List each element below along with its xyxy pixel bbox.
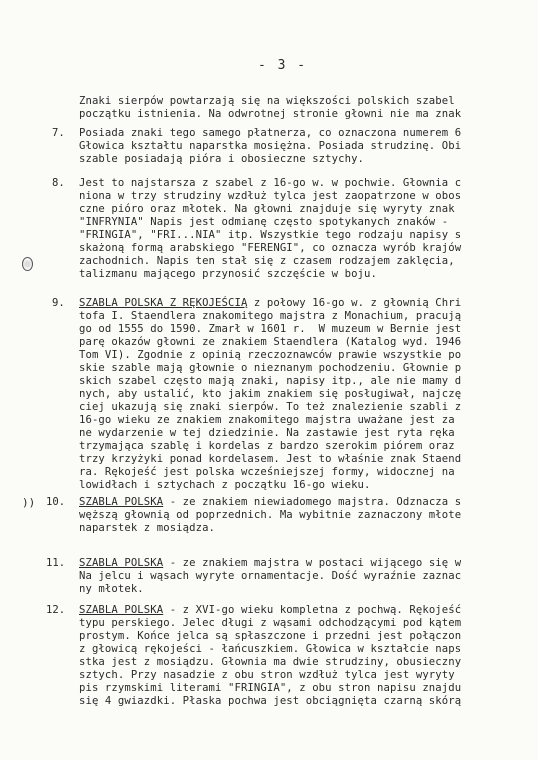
intro-line: Znaki sierpów powtarzają się na większości polskich szabel xyxy=(79,95,455,107)
item-number: 9. xyxy=(52,297,65,309)
item-heading: SZABLA POLSKA Z RĘKOJEŚCIĄ xyxy=(79,297,248,309)
item-line: z głowicą rękojeści - łańcuszkiem. Głowica w kształcie naps xyxy=(79,643,462,655)
item-line: 16-go wieku ze znakiem znakomitego majstra uważane jest za xyxy=(79,414,455,426)
page-number: - 3 - xyxy=(258,58,308,73)
item-line: prostym. Końce jelca są spłaszczone i przedni jest połączon xyxy=(79,630,462,642)
item-line: czne pióro oraz młotek. Na głowni znajduje się wyryty znak xyxy=(79,203,455,215)
item-line: stka jest z mosiądzu. Głownia ma dwie strudziny, obusieczny xyxy=(79,656,462,668)
item-line: ra. Rękojeść jest polska wcześniejszej formy, widocznej na xyxy=(79,466,455,478)
item-heading: SZABLA POLSKA xyxy=(79,604,164,616)
item-line: - ze znakiem majstra w postaci wijącego się w xyxy=(163,557,462,569)
item-number: 11. xyxy=(46,557,66,569)
punch-hole-mark xyxy=(22,257,33,271)
item-line: Jest to najstarsza z szabel z 16-go w. w pochwie. Głownia c xyxy=(79,177,462,189)
item-line: ny młotek. xyxy=(79,583,144,595)
item-line: trzy krzyżyki ponad kordelasem. Jest to właśnie znak Staend xyxy=(79,453,462,465)
item-line: węższą głownią od poprzednich. Ma wybitnie zaznaczony młote xyxy=(79,509,462,521)
item-line: ne wydarzenie w tej dziedzinie. Na zastawie jest ryta ręka xyxy=(79,427,455,439)
item-line: typu perskiego. Jelec długi z wąsami odchodzącymi pod kątem xyxy=(79,617,462,629)
item-line: Na jelcu i wąsach wyryte ornamentacje. Dość wyraźnie zaznac xyxy=(79,570,462,582)
item-line: "FRINGIA", "FRI...NIA" itp. Wszystkie tego rodzaju napisy s xyxy=(79,229,462,241)
item-line: sztych. Przy nasadzie z obu stron wzdłuż tylca jest wyryty xyxy=(79,669,455,681)
item-number: 7. xyxy=(52,127,65,139)
item-line: talizmanu mającego przynosić szczęście w boju. xyxy=(79,268,377,280)
bracket-mark: )) xyxy=(22,496,36,509)
item-line: niona w trzy strudziny wzdłuż tylca jest zaopatrzone w obos xyxy=(79,190,462,202)
item-line: ciej ukazują się znaki sierpów. To też znalezienie szabli z xyxy=(79,401,462,413)
item-line: "INFRYNIA" Napis jest odmianę często spotykanych znaków - xyxy=(79,216,449,228)
item-line: nych, aby ustalić, kto jakim znakiem się posługiwał, najczę xyxy=(79,388,462,400)
item-heading: SZABLA POLSKA xyxy=(79,557,164,569)
item-line: - ze znakiem niewiadomego majstra. Odznacza s xyxy=(163,496,462,508)
item-number: 10. xyxy=(46,496,66,508)
item-number: 8. xyxy=(52,177,65,189)
item-line: - z XVI-go wieku kompletna z pochwą. Rękojeść xyxy=(163,604,462,616)
item-line: zachodnich. Napis ten stał się z czasem rodzajem zaklęcia, xyxy=(79,255,455,267)
item-line: Tom VI). Zgodnie z opinią rzeczoznawców prawie wszystkie po xyxy=(79,349,462,361)
item-line: z połowy 16-go w. z głownią Chri xyxy=(247,297,462,309)
item-line: naparstek z mosiądza. xyxy=(79,522,216,534)
item-line: skich szabel często mają znaki, napisy itp., ale nie mamy d xyxy=(79,375,462,387)
item-line: tofa I. Staendlera znakomitego majstra z Monachium, pracują xyxy=(79,310,462,322)
item-line: Posiada znaki tego samego płatnerza, co oznaczona numerem 6 xyxy=(79,127,462,139)
item-line: szable posiadają pióra i obosieczne sztychy. xyxy=(79,153,365,165)
item-heading: SZABLA POLSKA xyxy=(79,496,164,508)
item-line: pis rzymskimi literami "FRINGIA", z obu stron napisu znajdu xyxy=(79,682,462,694)
item-line: skażoną formą arabskiego "FERENGI", co oznacza wyrób krajów xyxy=(79,242,462,254)
item-line: się 4 gwiazdki. Płaska pochwa jest obciągnięta czarną skórą xyxy=(79,695,462,707)
item-number: 12. xyxy=(46,604,66,616)
item-line: go od 1555 do 1590. Zmarł w 1601 r. W muzeum w Bernie jest xyxy=(79,323,462,335)
item-line: lowidłach i sztychach z początku 16-go wieku. xyxy=(79,479,371,491)
item-line: parę okazów głowni ze znakiem Staendlera (Katalog wyd. 1946 xyxy=(79,336,462,348)
item-line: Głowica kształtu naparstka mosiężna. Posiada strudzinę. Obi xyxy=(79,140,462,152)
item-line: trzymająca szablę i kordelas z bardzo szerokim piórem oraz xyxy=(79,440,455,452)
item-line: skie szable mają głownie o nieznanym pochodzeniu. Głownie p xyxy=(79,362,462,374)
intro-line: początku istnienia. Na odwrotnej stronie głowni nie ma znak xyxy=(79,108,462,120)
